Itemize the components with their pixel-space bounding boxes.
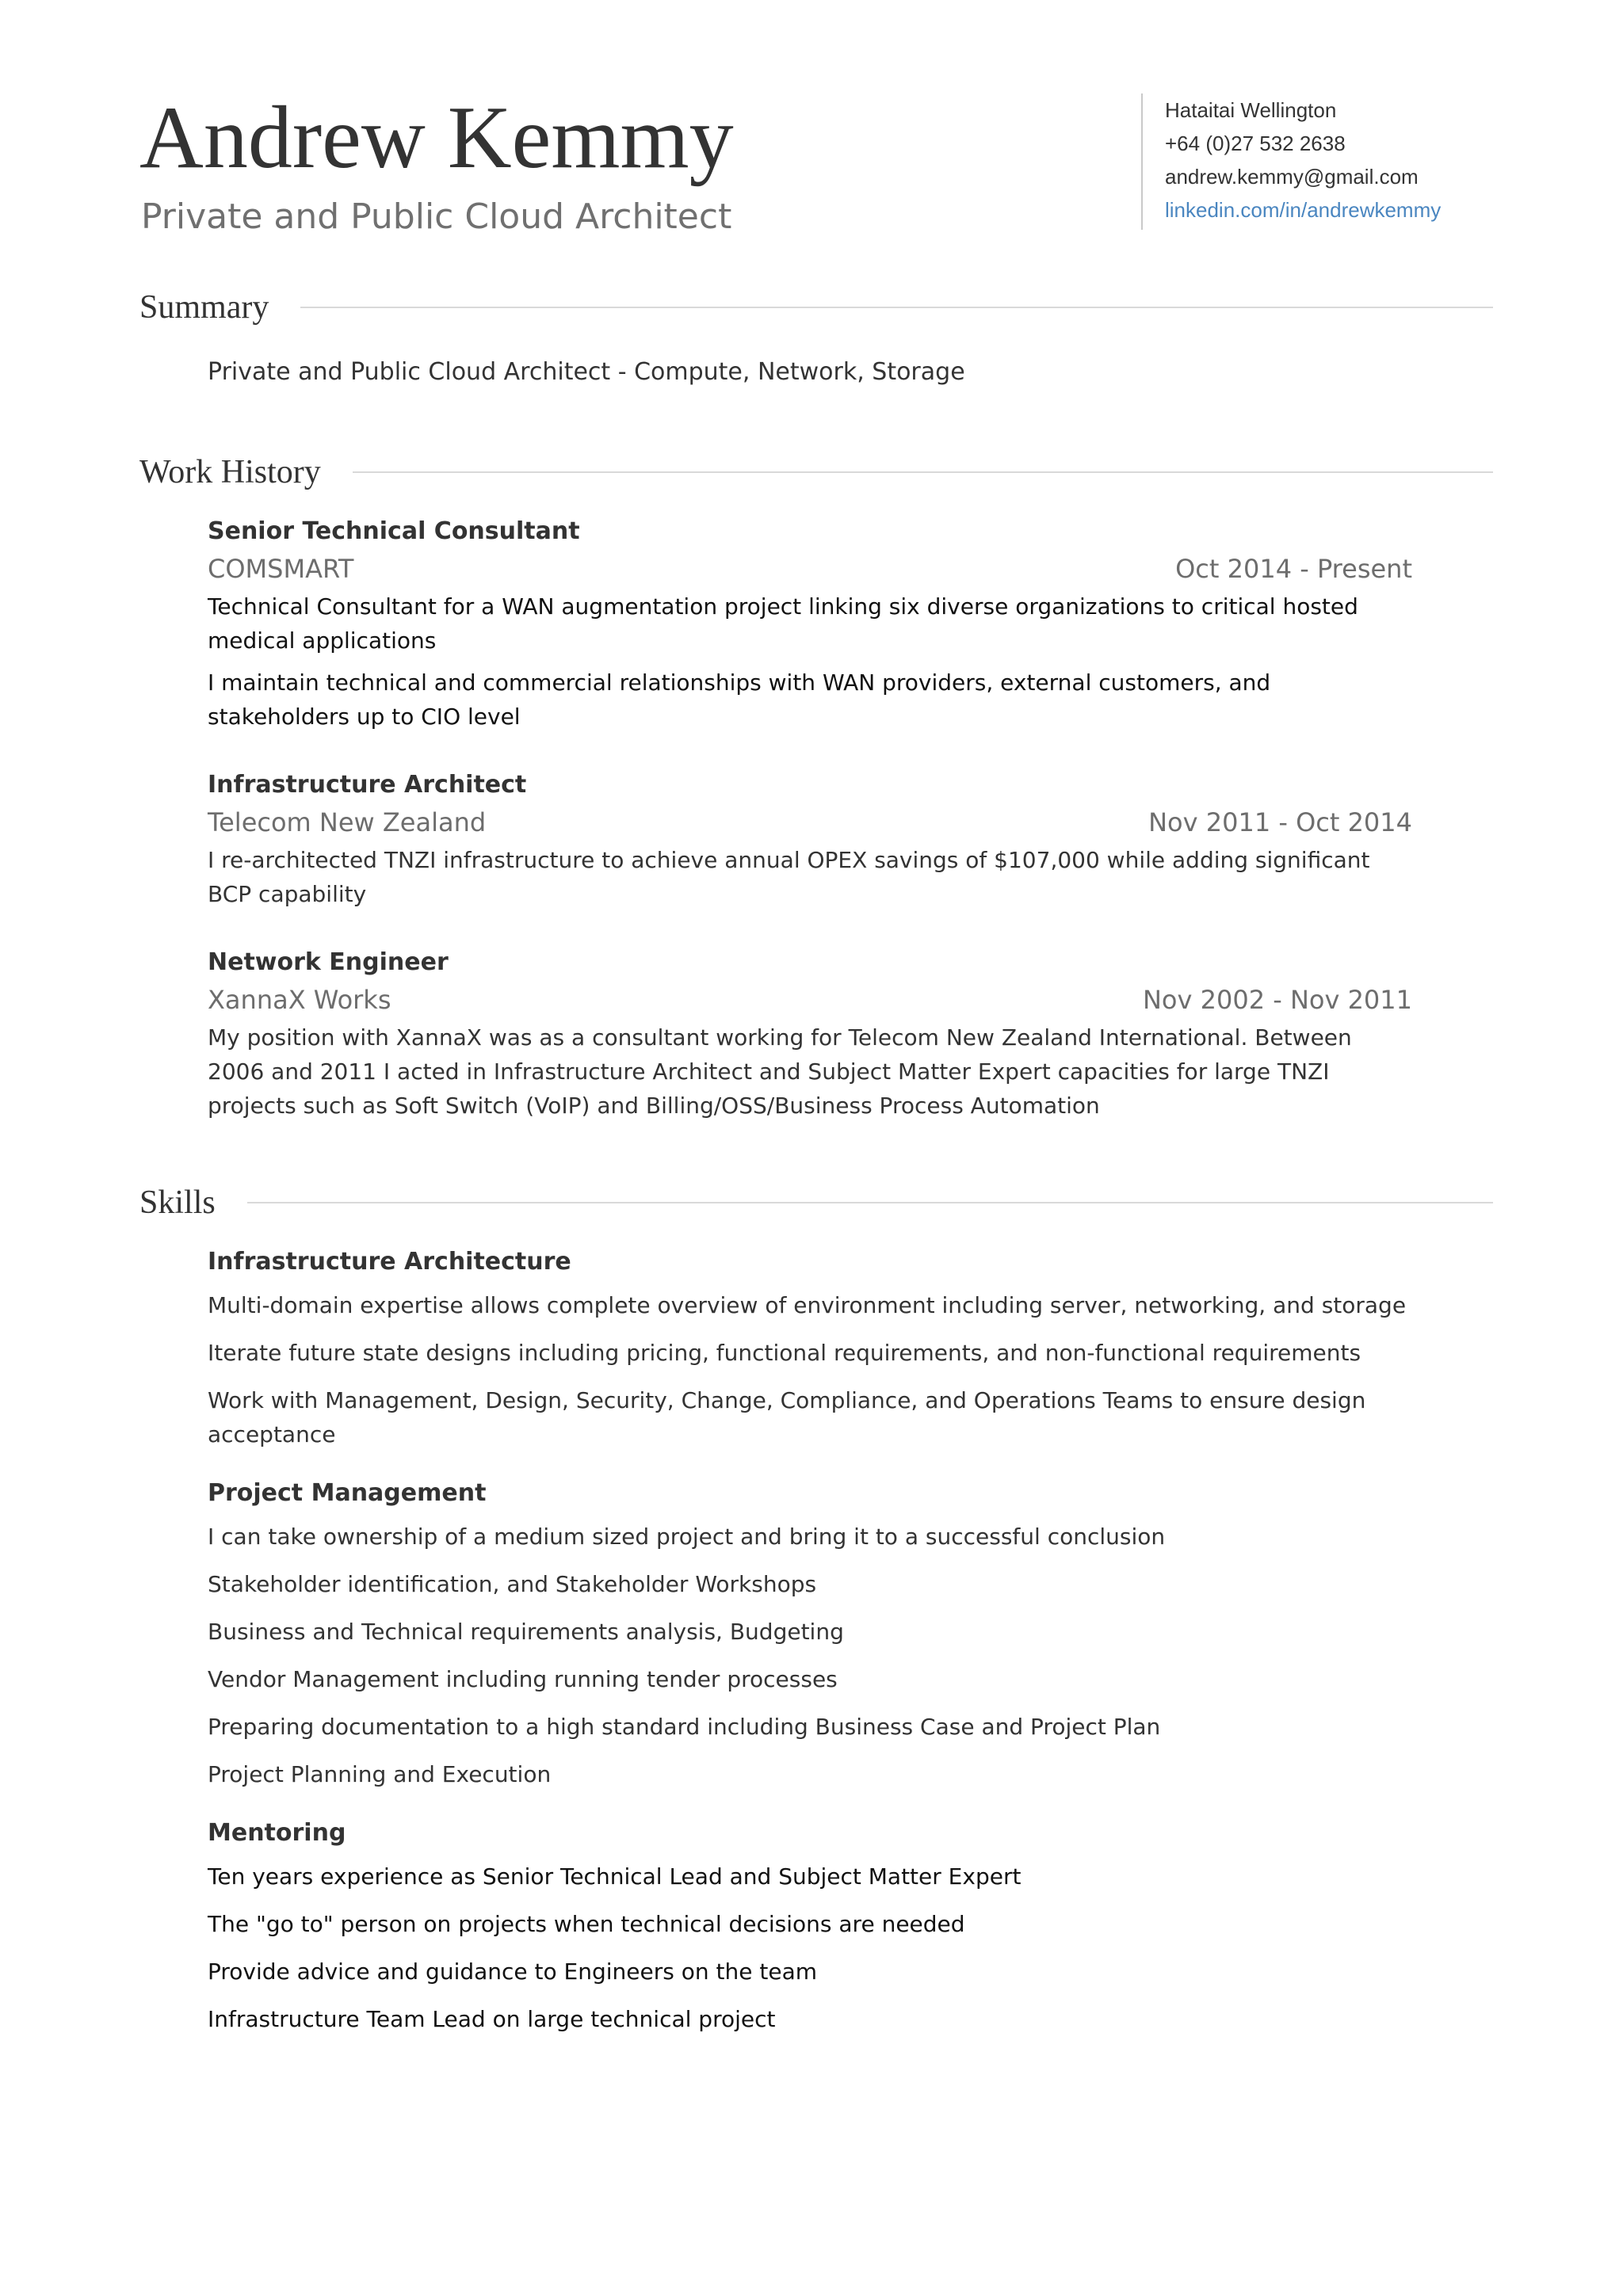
contact-email: andrew.kemmy@gmail.com [1165, 165, 1419, 189]
skill-item: Iterate future state designs including pricing, functional requirements, and non-functional requirements [208, 1340, 1361, 1366]
skill-group [208, 1474, 1412, 1791]
skill-item: Multi-domain expertise allows complete overview of environment including server, networking, and storage [208, 1292, 1407, 1318]
skill-group [208, 1242, 1412, 1451]
job-company: XannaX Works [208, 985, 391, 1015]
job-dates: Nov 2002 - Nov 2011 [1142, 985, 1412, 1015]
skill-item: Infrastructure Team Lead on large technical project [208, 2006, 776, 2032]
skill-group-title: Mentoring [208, 1819, 346, 1847]
skill-item: Ten years experience as Senior Technical Lead and Subject Matter Expert [208, 1863, 1022, 1890]
summary-section-header [139, 284, 1493, 331]
job-company: COMSMART [208, 554, 354, 584]
skill-group-title: Project Management [208, 1479, 487, 1507]
section-divider [247, 1202, 1493, 1203]
skill-item: The "go to" person on projects when technical decisions are needed [208, 1911, 965, 1937]
contact-location: Hataitai Wellington [1165, 98, 1337, 122]
job-description: Technical Consultant for a WAN augmentation project linking six diverse organizations to critical hosted medical applications [208, 593, 1358, 654]
section-divider [353, 471, 1493, 473]
skill-item: Project Planning and Execution [208, 1761, 552, 1787]
job-dates: Nov 2011 - Oct 2014 [1148, 807, 1412, 837]
contact-phone: +64 (0)27 532 2638 [1165, 132, 1346, 155]
section-divider [300, 307, 1493, 308]
summary-text: Private and Public Cloud Architect - Compute, Network, Storage [208, 358, 965, 386]
job-title: Senior Technical Consultant [208, 517, 580, 545]
job-title: Network Engineer [208, 948, 449, 976]
skill-group [208, 1814, 1412, 2036]
skill-item: Work with Management, Design, Security, Change, Compliance, and Operations Teams to ensure design acceptance [208, 1387, 1366, 1447]
skill-item: Provide advice and guidance to Engineers on the team [208, 1958, 818, 1985]
job-entry [208, 767, 1412, 911]
job-company: Telecom New Zealand [208, 807, 487, 837]
skills-heading: Skills [139, 1184, 216, 1221]
job-description: My position with XannaX was as a consultant working for Telecom New Zealand International. Between 2006 and 2011 I acted in Infrastructure Architect and Subject Matter Expert capacities for large TNZI projects such as Soft Switch (VoIP) and Billing/OSS/Business Process Automation [208, 1024, 1352, 1119]
work-history-list [208, 513, 1412, 1156]
skill-item: Vendor Management including running tender processes [208, 1666, 838, 1692]
job-dates: Oct 2014 - Present [1175, 554, 1412, 584]
job-description: I re-architected TNZI infrastructure to achieve annual OPEX savings of $107,000 while adding significant BCP capability [208, 847, 1370, 907]
candidate-name: Andrew Kemmy [139, 89, 734, 187]
work-history-heading: Work History [139, 454, 321, 490]
contact-block [1141, 93, 1441, 230]
skill-item: Preparing documentation to a high standard including Business Case and Project Plan [208, 1714, 1161, 1740]
skill-group-title: Infrastructure Architecture [208, 1248, 571, 1276]
job-entry [208, 513, 1412, 734]
summary-heading: Summary [139, 289, 269, 326]
job-title: Infrastructure Architect [208, 771, 527, 799]
candidate-title: Private and Public Cloud Architect [141, 196, 732, 237]
skills-list [208, 1242, 1412, 2058]
contact-linkedin-link[interactable]: linkedin.com/in/andrewkemmy [1165, 198, 1442, 222]
job-description: I maintain technical and commercial relationships with WAN providers, external customers, and stakeholders up to CIO level [208, 669, 1271, 730]
skill-item: Stakeholder identification, and Stakeholder Workshops [208, 1571, 817, 1597]
job-entry [208, 944, 1412, 1123]
skill-item: I can take ownership of a medium sized project and bring it to a successful conclusion [208, 1524, 1166, 1550]
work-history-section-header [139, 448, 1493, 496]
skills-section-header [139, 1179, 1493, 1226]
skill-item: Business and Technical requirements analysis, Budgeting [208, 1619, 844, 1645]
